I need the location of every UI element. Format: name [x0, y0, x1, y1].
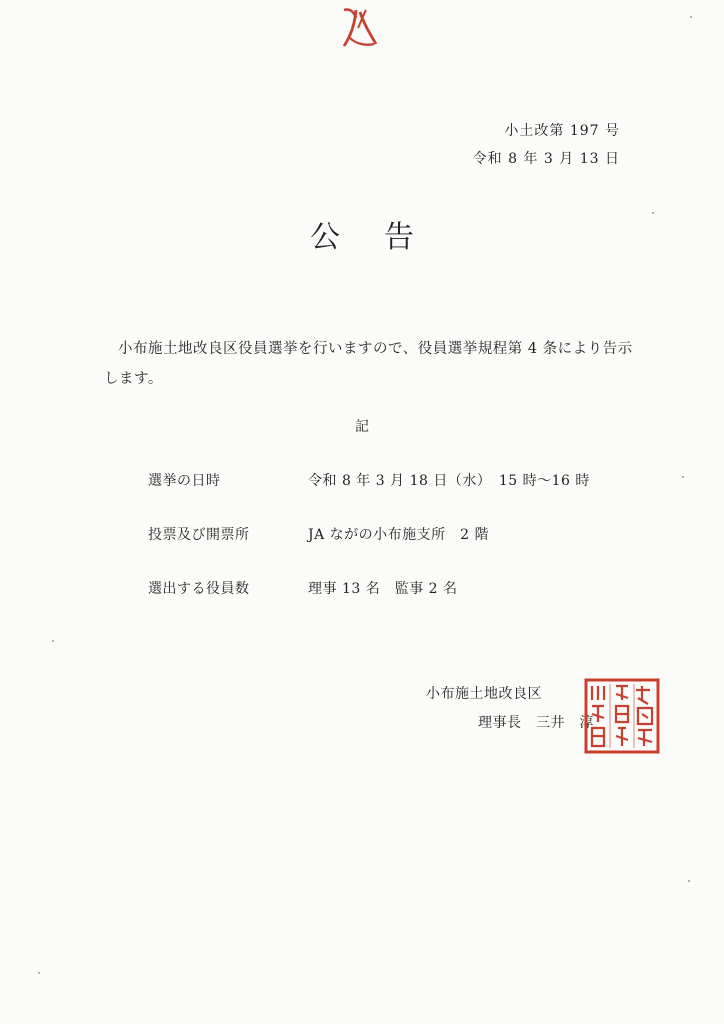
detail-row-seats	[148, 578, 648, 598]
detail-row-venue	[148, 524, 648, 544]
detail-value: 令和 8 年 3 月 18 日（水） 15 時～16 時	[308, 473, 590, 489]
official-seal-icon	[584, 678, 660, 754]
page-title: 公告	[310, 220, 458, 255]
scan-speck	[682, 476, 684, 478]
scan-speck	[52, 640, 54, 642]
detail-label: 投票及び開票所	[148, 527, 250, 543]
detail-row-datetime	[148, 470, 648, 490]
received-stamp-icon	[336, 4, 380, 50]
detail-value: 理事 13 名 監事 2 名	[308, 581, 458, 597]
scan-speck	[38, 972, 40, 974]
scan-speck	[690, 16, 692, 18]
scan-speck	[688, 880, 690, 882]
detail-label: 選出する役員数	[148, 581, 250, 597]
reference-number: 小土改第 197 号	[504, 123, 620, 139]
scan-speck	[652, 212, 654, 214]
issuer-name: 理事長 三井 淳	[478, 715, 594, 731]
notice-body: 小布施土地改良区役員選挙を行いますので、役員選挙規程第 4 条により告示します。	[104, 341, 633, 387]
issuer-organization: 小布施土地改良区	[426, 686, 542, 702]
detail-value: JA ながの小布施支所 2 階	[308, 527, 490, 543]
issue-date: 令和 8 年 3 月 13 日	[472, 151, 620, 167]
ki-heading: 記	[355, 419, 369, 435]
detail-label: 選挙の日時	[148, 473, 221, 489]
